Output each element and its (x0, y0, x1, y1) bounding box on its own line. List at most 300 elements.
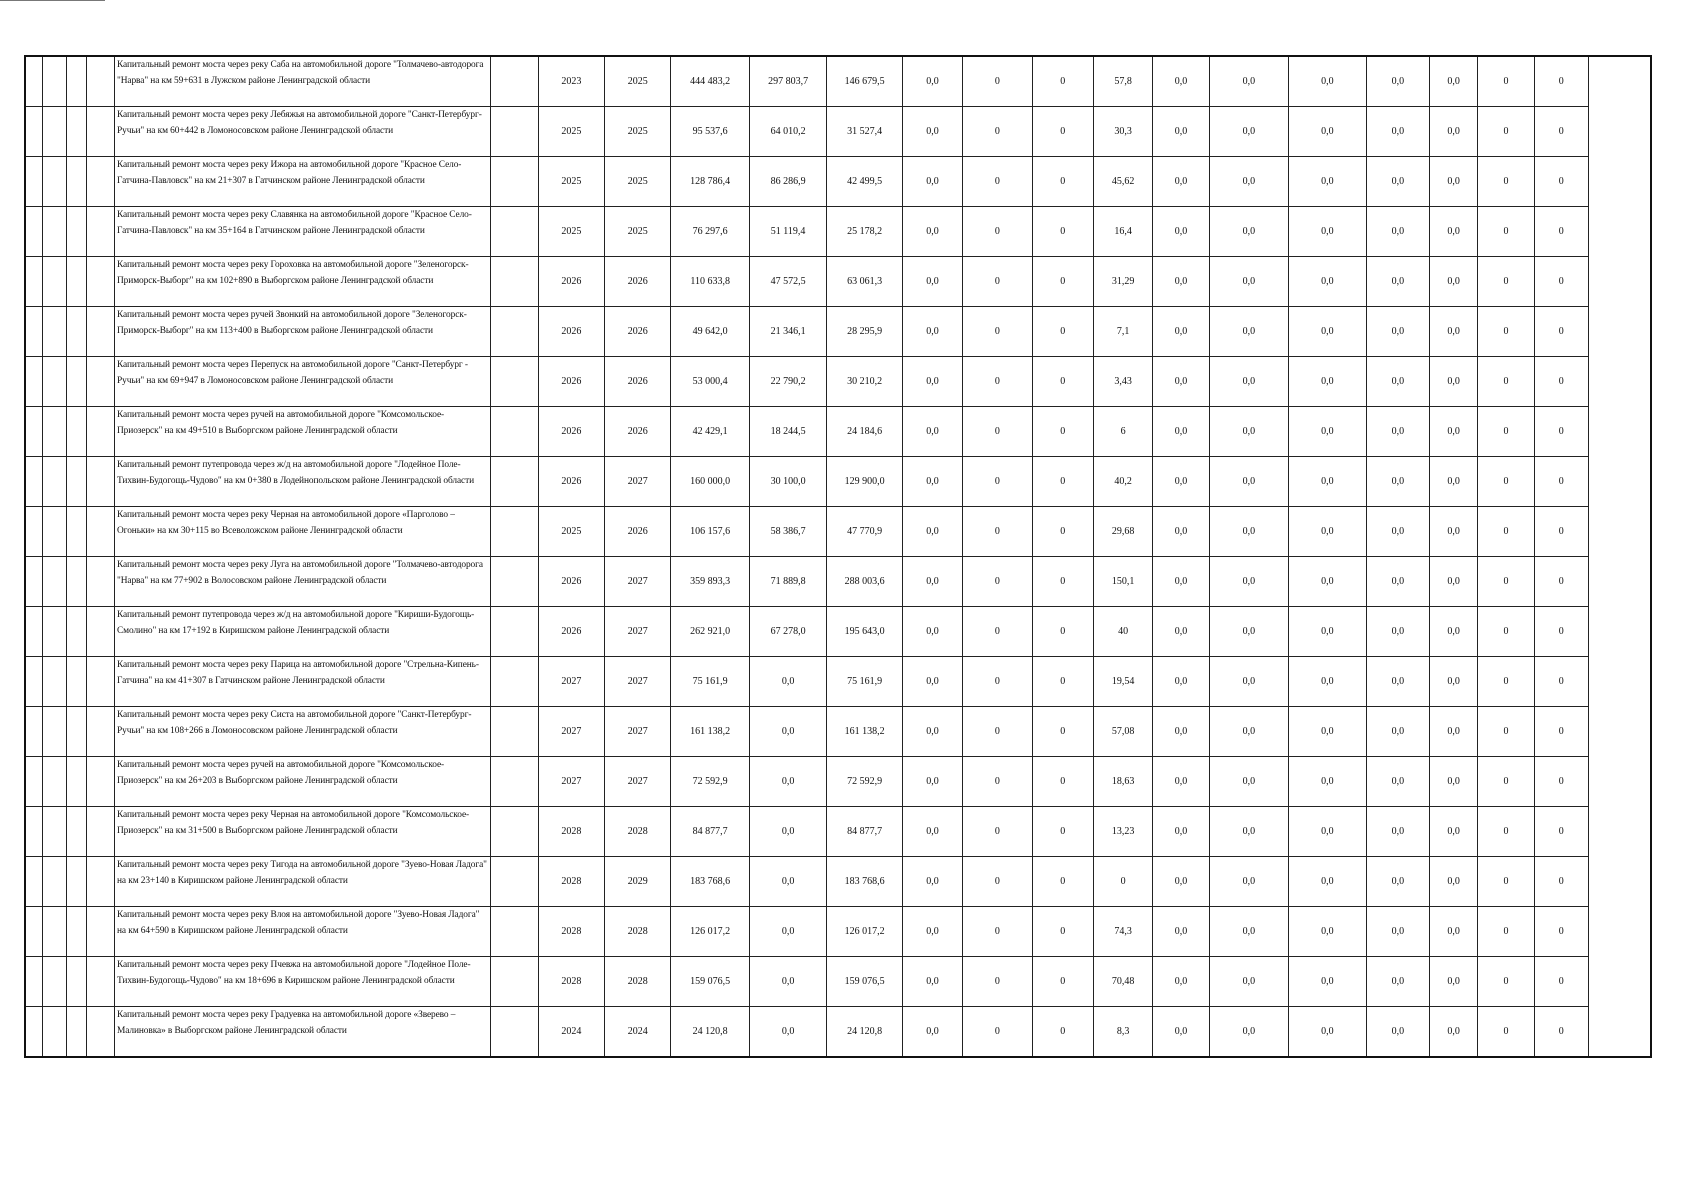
empty-cell (25, 1007, 42, 1058)
empty-cell (66, 107, 86, 157)
value-cell: 0,0 (1366, 56, 1429, 107)
table-row (25, 757, 1651, 807)
value-cell: 0,0 (1366, 857, 1429, 907)
value-cell: 0 (1032, 1007, 1093, 1058)
value-cell: 0,0 (1430, 957, 1478, 1007)
value-cell: 0 (1478, 1007, 1534, 1058)
value-cell: 2026 (538, 357, 604, 407)
empty-cell (25, 557, 42, 607)
value-cell: 0,0 (1209, 507, 1288, 557)
value-cell: 0,0 (1289, 507, 1366, 557)
empty-cell (491, 657, 538, 707)
value-cell: 0,0 (1153, 607, 1209, 657)
value-cell: 0 (1534, 807, 1588, 857)
value-cell: 0,0 (1289, 157, 1366, 207)
empty-cell (25, 407, 42, 457)
table-row (25, 1007, 1651, 1058)
row-description: Капитальный ремонт моста через реку Парица на автомобильной дороге "Стрельна-Кипень-Гатчина" на км 41+307 в Гатчинском районе Ленинградской области (115, 657, 491, 707)
value-cell: 359 893,3 (671, 557, 749, 607)
row-description: Капитальный ремонт моста через ручей на автомобильной дороге "Комсомольское-Приозерск" на км 26+203 в Выборгском районе Ленинградской области (115, 757, 491, 807)
value-cell: 0,0 (902, 307, 962, 357)
value-cell: 2028 (538, 907, 604, 957)
empty-cell (66, 957, 86, 1007)
empty-cell (66, 707, 86, 757)
value-cell: 0,0 (902, 157, 962, 207)
empty-cell (42, 857, 66, 907)
value-cell: 0 (1478, 457, 1534, 507)
empty-cell (25, 257, 42, 307)
value-cell: 0,0 (902, 707, 962, 757)
value-cell: 63 061,3 (827, 257, 902, 307)
value-cell: 0,0 (902, 407, 962, 457)
empty-cell (491, 1007, 538, 1058)
value-cell: 2024 (605, 1007, 671, 1058)
value-cell: 24 184,6 (827, 407, 902, 457)
value-cell: 0 (1478, 957, 1534, 1007)
empty-cell (42, 757, 66, 807)
value-cell: 0 (1534, 157, 1588, 207)
empty-cell (42, 507, 66, 557)
value-cell: 0,0 (1153, 857, 1209, 907)
value-cell: 0,0 (902, 107, 962, 157)
value-cell: 0 (1478, 907, 1534, 957)
empty-cell (42, 207, 66, 257)
empty-cell (42, 257, 66, 307)
row-description: Капитальный ремонт моста через реку Славянка на автомобильной дороге "Красное Село-Гатчина-Павловск" на км 35+164 в Гатчинском районе Ленинградской области (115, 207, 491, 257)
empty-cell (66, 257, 86, 307)
empty-cell (86, 307, 114, 357)
value-cell: 86 286,9 (749, 157, 826, 207)
value-cell: 0 (1534, 857, 1588, 907)
value-cell: 0 (1032, 157, 1093, 207)
empty-cell (491, 357, 538, 407)
value-cell: 0 (1032, 857, 1093, 907)
value-cell: 2027 (605, 457, 671, 507)
empty-cell (25, 607, 42, 657)
value-cell: 0 (1032, 957, 1093, 1007)
table-row (25, 807, 1651, 857)
value-cell: 0,0 (749, 957, 826, 1007)
value-cell: 2025 (605, 157, 671, 207)
value-cell: 2027 (538, 707, 604, 757)
value-cell: 0,0 (902, 557, 962, 607)
value-cell: 0,0 (1366, 207, 1429, 257)
table-row (25, 857, 1651, 907)
row-description: Капитальный ремонт моста через ручей на автомобильной дороге "Комсомольское-Приозерск" на км 49+510 в Выборгском районе Ленинградской области (115, 407, 491, 457)
empty-cell (42, 957, 66, 1007)
empty-cell (25, 357, 42, 407)
value-cell: 64 010,2 (749, 107, 826, 157)
value-cell: 146 679,5 (827, 56, 902, 107)
value-cell: 0 (1534, 657, 1588, 707)
table-row (25, 907, 1651, 957)
value-cell: 0,0 (902, 857, 962, 907)
empty-cell (491, 857, 538, 907)
value-cell: 2025 (605, 207, 671, 257)
value-cell: 25 178,2 (827, 207, 902, 257)
value-cell: 2026 (605, 307, 671, 357)
empty-cell (86, 857, 114, 907)
value-cell: 0 (1534, 707, 1588, 757)
value-cell: 0,0 (1366, 907, 1429, 957)
value-cell: 95 537,6 (671, 107, 749, 157)
value-cell: 2026 (605, 507, 671, 557)
value-cell: 0 (963, 657, 1032, 707)
empty-cell (66, 557, 86, 607)
value-cell: 0 (1534, 457, 1588, 507)
value-cell: 84 877,7 (671, 807, 749, 857)
empty-cell (25, 707, 42, 757)
value-cell: 0 (1032, 357, 1093, 407)
table-row (25, 207, 1651, 257)
empty-cell (86, 657, 114, 707)
value-cell: 159 076,5 (827, 957, 902, 1007)
value-cell: 0,0 (1209, 457, 1288, 507)
row-description: Капитальный ремонт путепровода через ж/д на автомобильной дороге "Лодейное Поле-Тихвин-Будогощь-Чудово" на км 0+380 в Лодейнопольском районе Ленинградской области (115, 457, 491, 507)
value-cell: 0,0 (1153, 207, 1209, 257)
value-cell: 0,0 (902, 257, 962, 307)
row-description: Капитальный ремонт моста через реку Луга на автомобильной дороге "Толмачево-автодорога "Нарва" на км 77+902 в Волосовском районе Ленинградской области (115, 557, 491, 607)
value-cell: 0,0 (1153, 357, 1209, 407)
empty-cell (491, 407, 538, 457)
value-cell: 0 (1478, 757, 1534, 807)
value-cell: 0,0 (1289, 857, 1366, 907)
value-cell: 0,0 (1209, 307, 1288, 357)
value-cell: 3,43 (1093, 357, 1152, 407)
empty-cell (491, 757, 538, 807)
row-description: Капитальный ремонт моста через реку Саба на автомобильной дороге "Толмачево-автодорога "Нарва" на км 59+631 в Лужском районе Ленинградской области (115, 56, 491, 107)
value-cell: 0,0 (902, 56, 962, 107)
empty-cell (491, 307, 538, 357)
value-cell: 128 786,4 (671, 157, 749, 207)
empty-cell (42, 707, 66, 757)
value-cell: 0,0 (1153, 657, 1209, 707)
value-cell: 0 (1032, 457, 1093, 507)
value-cell: 2026 (605, 407, 671, 457)
value-cell: 0,0 (1366, 457, 1429, 507)
value-cell: 0,0 (1209, 157, 1288, 207)
value-cell: 2028 (605, 957, 671, 1007)
value-cell: 0,0 (1366, 957, 1429, 1007)
value-cell: 6 (1093, 407, 1152, 457)
value-cell: 19,54 (1093, 657, 1152, 707)
value-cell: 2027 (605, 657, 671, 707)
value-cell: 0,0 (1289, 107, 1366, 157)
value-cell: 2025 (538, 207, 604, 257)
value-cell: 0,0 (1430, 407, 1478, 457)
empty-cell (66, 757, 86, 807)
value-cell: 0 (963, 357, 1032, 407)
value-cell: 0,0 (1366, 507, 1429, 557)
value-cell: 0,0 (1430, 607, 1478, 657)
value-cell: 0 (1478, 307, 1534, 357)
value-cell: 0 (1478, 407, 1534, 457)
empty-cell (25, 56, 42, 107)
empty-cell (66, 507, 86, 557)
value-cell: 262 921,0 (671, 607, 749, 657)
value-cell: 0,0 (902, 907, 962, 957)
value-cell: 444 483,2 (671, 56, 749, 107)
value-cell: 0,0 (1209, 857, 1288, 907)
value-cell: 0 (1032, 56, 1093, 107)
value-cell: 0,0 (1430, 507, 1478, 557)
value-cell: 40,2 (1093, 457, 1152, 507)
value-cell: 2025 (605, 56, 671, 107)
value-cell: 0 (1032, 907, 1093, 957)
value-cell: 0 (963, 857, 1032, 907)
empty-cell (491, 457, 538, 507)
value-cell: 159 076,5 (671, 957, 749, 1007)
value-cell: 84 877,7 (827, 807, 902, 857)
empty-cell (491, 56, 538, 107)
empty-cell (25, 207, 42, 257)
value-cell: 0,0 (1366, 157, 1429, 207)
value-cell: 2027 (605, 557, 671, 607)
value-cell: 0,0 (1209, 607, 1288, 657)
value-cell: 0 (1534, 1007, 1588, 1058)
value-cell: 0,0 (1209, 207, 1288, 257)
value-cell: 2026 (538, 557, 604, 607)
row-description: Капитальный ремонт моста через реку Лебяжья на автомобильной дороге "Санкт-Петербург-Ручьи" на км 60+442 в Ломоносовском районе Ленинградской области (115, 107, 491, 157)
value-cell: 8,3 (1093, 1007, 1152, 1058)
value-cell: 0,0 (1366, 307, 1429, 357)
value-cell: 0,0 (1366, 657, 1429, 707)
empty-cell (66, 907, 86, 957)
value-cell: 0 (1534, 757, 1588, 807)
value-cell: 0 (1534, 557, 1588, 607)
value-cell: 0 (1093, 857, 1152, 907)
value-cell: 0 (1478, 56, 1534, 107)
value-cell: 2027 (605, 707, 671, 757)
value-cell: 31 527,4 (827, 107, 902, 157)
value-cell: 126 017,2 (671, 907, 749, 957)
value-cell: 110 633,8 (671, 257, 749, 307)
value-cell: 0 (1032, 207, 1093, 257)
value-cell: 30 210,2 (827, 357, 902, 407)
value-cell: 71 889,8 (749, 557, 826, 607)
value-cell: 126 017,2 (827, 907, 902, 957)
value-cell: 0 (963, 407, 1032, 457)
value-cell: 72 592,9 (671, 757, 749, 807)
value-cell: 0,0 (1430, 457, 1478, 507)
value-cell: 0,0 (1430, 907, 1478, 957)
empty-cell (42, 407, 66, 457)
empty-cell (66, 407, 86, 457)
value-cell: 0,0 (1430, 207, 1478, 257)
table-row (25, 507, 1651, 557)
table-row (25, 157, 1651, 207)
bridge-repair-table (24, 55, 1652, 1058)
value-cell: 49 642,0 (671, 307, 749, 357)
value-cell: 0 (1032, 107, 1093, 157)
value-cell: 0,0 (1153, 457, 1209, 507)
value-cell: 0,0 (1289, 657, 1366, 707)
value-cell: 0 (1032, 257, 1093, 307)
empty-cell (491, 157, 538, 207)
table-row (25, 557, 1651, 607)
value-cell: 0,0 (902, 957, 962, 1007)
empty-cell (86, 207, 114, 257)
value-cell: 0 (1478, 857, 1534, 907)
value-cell: 0 (963, 807, 1032, 857)
value-cell: 0,0 (1153, 507, 1209, 557)
empty-cell (86, 957, 114, 1007)
value-cell: 13,23 (1093, 807, 1152, 857)
empty-cell (25, 807, 42, 857)
value-cell: 0,0 (1289, 757, 1366, 807)
row-description: Капитальный ремонт моста через реку Градуевка на автомобильной дороге «Зверево – Малиновка» в Выборгском районе Ленинградской области (115, 1007, 491, 1058)
table-row (25, 707, 1651, 757)
value-cell: 2028 (538, 857, 604, 907)
empty-cell (491, 707, 538, 757)
empty-cell (86, 557, 114, 607)
value-cell: 2025 (605, 107, 671, 157)
value-cell: 2025 (538, 507, 604, 557)
value-cell: 0,0 (1153, 907, 1209, 957)
value-cell: 0,0 (1289, 357, 1366, 407)
empty-cell (25, 107, 42, 157)
value-cell: 0 (1032, 557, 1093, 607)
table-row (25, 657, 1651, 707)
value-cell: 0,0 (1153, 757, 1209, 807)
row-description: Капитальный ремонт моста через реку Тигода на автомобильной дороге "Зуево-Новая Ладога" на км 23+140 в Киришском районе Ленинградской области (115, 857, 491, 907)
value-cell: 161 138,2 (827, 707, 902, 757)
value-cell: 0,0 (1209, 257, 1288, 307)
value-cell: 24 120,8 (827, 1007, 902, 1058)
value-cell: 150,1 (1093, 557, 1152, 607)
value-cell: 0 (1478, 557, 1534, 607)
value-cell: 24 120,8 (671, 1007, 749, 1058)
value-cell: 0,0 (1153, 307, 1209, 357)
value-cell: 2027 (605, 607, 671, 657)
empty-cell (66, 807, 86, 857)
value-cell: 0,0 (902, 1007, 962, 1058)
table-row (25, 257, 1651, 307)
value-cell: 2026 (538, 307, 604, 357)
empty-cell (25, 157, 42, 207)
value-cell: 0,0 (1209, 407, 1288, 457)
value-cell: 0 (1478, 207, 1534, 257)
value-cell: 0,0 (1366, 557, 1429, 607)
value-cell: 0,0 (1289, 607, 1366, 657)
value-cell: 2026 (538, 407, 604, 457)
table-body (25, 56, 1651, 1057)
value-cell: 0 (963, 56, 1032, 107)
value-cell: 47 572,5 (749, 257, 826, 307)
value-cell: 0,0 (1430, 857, 1478, 907)
value-cell: 0,0 (1209, 1007, 1288, 1058)
value-cell: 0 (1534, 507, 1588, 557)
value-cell: 75 161,9 (827, 657, 902, 707)
value-cell: 29,68 (1093, 507, 1152, 557)
empty-cell (86, 507, 114, 557)
value-cell: 0,0 (1289, 457, 1366, 507)
table-row (25, 56, 1651, 107)
value-cell: 0 (1534, 957, 1588, 1007)
value-cell: 183 768,6 (827, 857, 902, 907)
value-cell: 0 (1478, 257, 1534, 307)
value-cell: 0 (963, 1007, 1032, 1058)
value-cell: 58 386,7 (749, 507, 826, 557)
value-cell: 0 (1534, 56, 1588, 107)
value-cell: 18,63 (1093, 757, 1152, 807)
empty-cell (42, 157, 66, 207)
value-cell: 2027 (538, 757, 604, 807)
empty-cell (491, 907, 538, 957)
value-cell: 0,0 (1430, 107, 1478, 157)
value-cell: 0,0 (1289, 407, 1366, 457)
empty-cell (66, 857, 86, 907)
empty-cell (42, 607, 66, 657)
value-cell: 76 297,6 (671, 207, 749, 257)
empty-cell (66, 357, 86, 407)
value-cell: 0,0 (1209, 357, 1288, 407)
empty-cell (42, 807, 66, 857)
value-cell: 0 (1534, 407, 1588, 457)
value-cell: 2028 (605, 907, 671, 957)
empty-cell (86, 107, 114, 157)
value-cell: 7,1 (1093, 307, 1152, 357)
empty-cell (42, 457, 66, 507)
value-cell: 0,0 (1289, 907, 1366, 957)
row-description: Капитальный ремонт моста через реку Пчевжа на автомобильной дороге "Лодейное Поле-Тихвин-Будогощь-Чудово" на км 18+696 в Киришском районе Ленинградской области (115, 957, 491, 1007)
empty-cell (86, 457, 114, 507)
value-cell: 0,0 (902, 807, 962, 857)
value-cell: 0,0 (1153, 257, 1209, 307)
document-table-wrapper (24, 55, 1652, 1058)
value-cell: 0 (963, 507, 1032, 557)
value-cell: 0 (963, 607, 1032, 657)
value-cell: 0,0 (902, 657, 962, 707)
table-row (25, 457, 1651, 507)
value-cell: 2026 (605, 357, 671, 407)
value-cell: 0 (963, 307, 1032, 357)
value-cell: 0,0 (1289, 707, 1366, 757)
value-cell: 0 (963, 107, 1032, 157)
value-cell: 195 643,0 (827, 607, 902, 657)
value-cell: 42 429,1 (671, 407, 749, 457)
value-cell: 0,0 (1289, 557, 1366, 607)
value-cell: 0 (963, 257, 1032, 307)
value-cell: 106 157,6 (671, 507, 749, 557)
value-cell: 0,0 (902, 757, 962, 807)
value-cell: 0,0 (749, 707, 826, 757)
value-cell: 0,0 (1289, 257, 1366, 307)
value-cell: 0,0 (1430, 257, 1478, 307)
value-cell: 0,0 (1209, 707, 1288, 757)
empty-cell (42, 56, 66, 107)
empty-cell (25, 507, 42, 557)
value-cell: 160 000,0 (671, 457, 749, 507)
value-cell: 2026 (538, 607, 604, 657)
value-cell: 0,0 (902, 507, 962, 557)
value-cell: 2026 (538, 457, 604, 507)
value-cell: 2024 (538, 1007, 604, 1058)
empty-cell (66, 607, 86, 657)
value-cell: 183 768,6 (671, 857, 749, 907)
value-cell: 0,0 (902, 607, 962, 657)
empty-cell (42, 907, 66, 957)
table-row (25, 357, 1651, 407)
value-cell: 16,4 (1093, 207, 1152, 257)
empty-cell (25, 957, 42, 1007)
value-cell: 67 278,0 (749, 607, 826, 657)
value-cell: 0 (1478, 157, 1534, 207)
empty-cell (491, 107, 538, 157)
empty-cell (86, 157, 114, 207)
value-cell: 0 (963, 557, 1032, 607)
value-cell: 0,0 (1430, 1007, 1478, 1058)
